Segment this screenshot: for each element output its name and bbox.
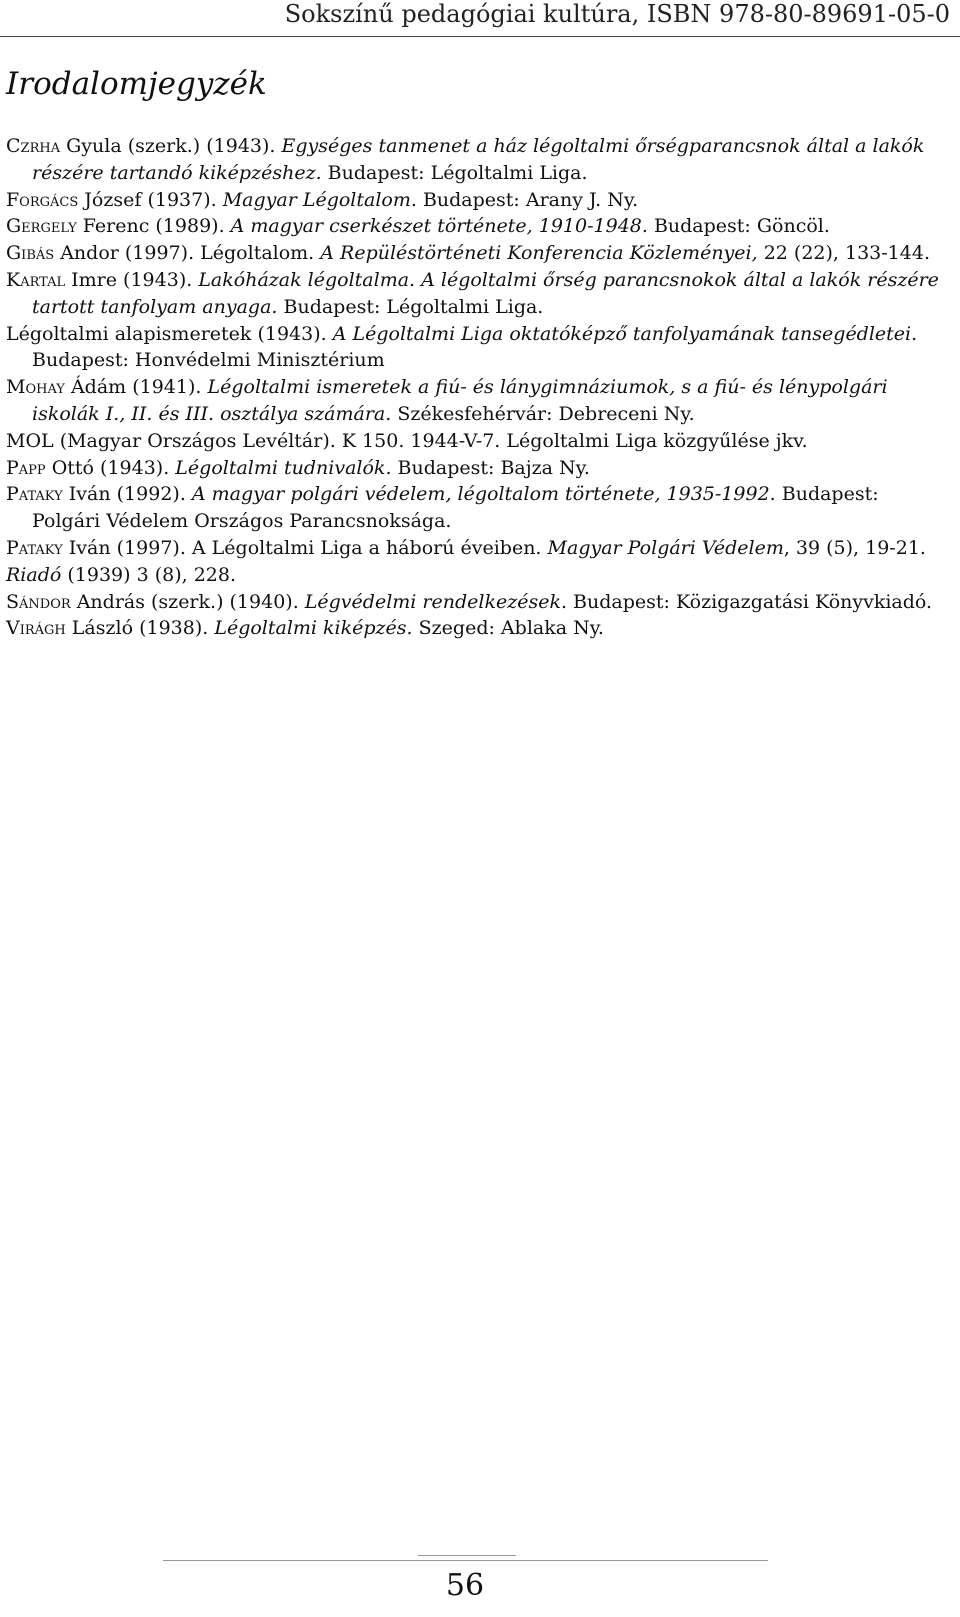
reference-author: Gibás — [6, 242, 55, 265]
reference-title: Riadó — [6, 563, 62, 586]
footer-rule-short — [418, 1555, 516, 1556]
reference-title: Egységes tanmenet a ház légoltalmi őrségparancsnok által a lakók részére tartandó kiképzéshez. — [32, 135, 925, 184]
running-title: Sokszínű pedagógiai kultúra, ISBN 978-80-89691-05-0 — [284, 0, 950, 28]
reference-title: Légvédelmi rendelkezések. — [304, 590, 568, 613]
reference-entry: Forgács József (1937). Magyar Légoltalom. Budapest: Arany J. Ny. — [6, 188, 639, 211]
reference-entry: Sándor András (szerk.) (1940). Légvédelmi rendelkezések. Budapest: Közigazgatási Könyvkiadó. — [6, 590, 933, 613]
reference-author: Sándor — [6, 590, 71, 613]
reference-title: Magyar Légoltalom. — [222, 188, 417, 211]
reference-author: Gergely — [6, 215, 77, 238]
reference-author: Pataky — [6, 483, 63, 506]
reference-entry: Gergely Ferenc (1989). A magyar cserkészet története, 1910-1948. Budapest: Göncöl. — [6, 215, 830, 238]
reference-entry: Riadó (1939) 3 (8), 228. — [6, 563, 236, 586]
page-number: 56 — [445, 1568, 485, 1603]
reference-entry: Papp Ottó (1943). Légoltalmi tudnivalók. Budapest: Bajza Ny. — [6, 456, 590, 479]
reference-title: Lakóházak légoltalma. A légoltalmi őrség parancsnokok által a lakók részére tartott tanfolyam anyaga. — [32, 268, 939, 318]
reference-author: Pataky — [6, 536, 63, 559]
reference-author: Forgács — [6, 188, 79, 211]
reference-entry: Pataky Iván (1997). A Légoltalmi Liga a háború éveiben. Magyar Polgári Védelem, 39 (5), 19-21. — [6, 536, 926, 559]
reference-list — [6, 133, 951, 642]
reference-entry: Virágh László (1938). Légoltalmi kiképzés. Szeged: Ablaka Ny. — [6, 617, 604, 640]
page-title: Irodalomjegyzék — [6, 66, 267, 102]
reference-title: Légoltalmi tudnivalók. — [175, 456, 392, 479]
reference-entry: Légoltalmi alapismeretek (1943). A Légoltalmi Liga oktatóképző tanfolyamának tansegédletei. Budapest: Honvédelmi Minisztérium — [6, 322, 918, 372]
reference-title: A Légoltalmi Liga oktatóképző tanfolyamának tansegédletei. — [332, 322, 918, 345]
reference-title: A Repüléstörténeti Konferencia Közleményei, — [320, 242, 758, 265]
reference-title: A magyar polgári védelem, légoltalom története, 1935-1992. — [191, 483, 776, 506]
reference-title: Légoltalmi kiképzés. — [214, 617, 413, 640]
reference-entry: Gibás Andor (1997). Légoltalom. A Repüléstörténeti Konferencia Közleményei, 22 (22), 133-144. — [6, 242, 930, 265]
reference-title: Légoltalmi ismeretek a fiú- és lánygimnáziumok, s a fiú- és lénypolgári iskolák I., II. és III. osztálya számára. — [32, 376, 888, 425]
reference-author: Mohay — [6, 376, 65, 399]
reference-entry: MOL (Magyar Országos Levéltár). K 150. 1944-V-7. Légoltalmi Liga közgyűlése jkv. — [6, 429, 808, 452]
reference-author: Czrha — [6, 135, 61, 157]
reference-author: Virágh — [6, 617, 66, 640]
footer-rule — [163, 1560, 768, 1561]
reference-title: Magyar Polgári Védelem — [547, 536, 784, 559]
running-header — [0, 0, 960, 37]
reference-title: A magyar cserkészet története, 1910-1948. — [230, 215, 648, 238]
reference-entry: Czrha Gyula (szerk.) (1943). Egységes tanmenet a ház légoltalmi őrségparancsnok által a lakók részére tartandó kiképzéshez. Budapest: Légoltalmi Liga. — [6, 135, 925, 184]
reference-entry: Pataky Iván (1992). A magyar polgári védelem, légoltalom története, 1935-1992. Budapest: Polgári Védelem Országos Parancsnoksága. — [6, 483, 879, 533]
reference-entry: Mohay Ádám (1941). Légoltalmi ismeretek a fiú- és lánygimnáziumok, s a fiú- és lénypolgári iskolák I., II. és III. osztálya számára. Székesfehérvár: Debreceni Ny. — [6, 376, 888, 425]
reference-author: Kartal — [6, 268, 66, 291]
reference-entry: Kartal Imre (1943). Lakóházak légoltalma. A légoltalmi őrség parancsnokok által a lakók részére tartott tanfolyam anyaga. Budapest: Légoltalmi Liga. — [6, 268, 939, 318]
reference-author: Papp — [6, 456, 46, 479]
